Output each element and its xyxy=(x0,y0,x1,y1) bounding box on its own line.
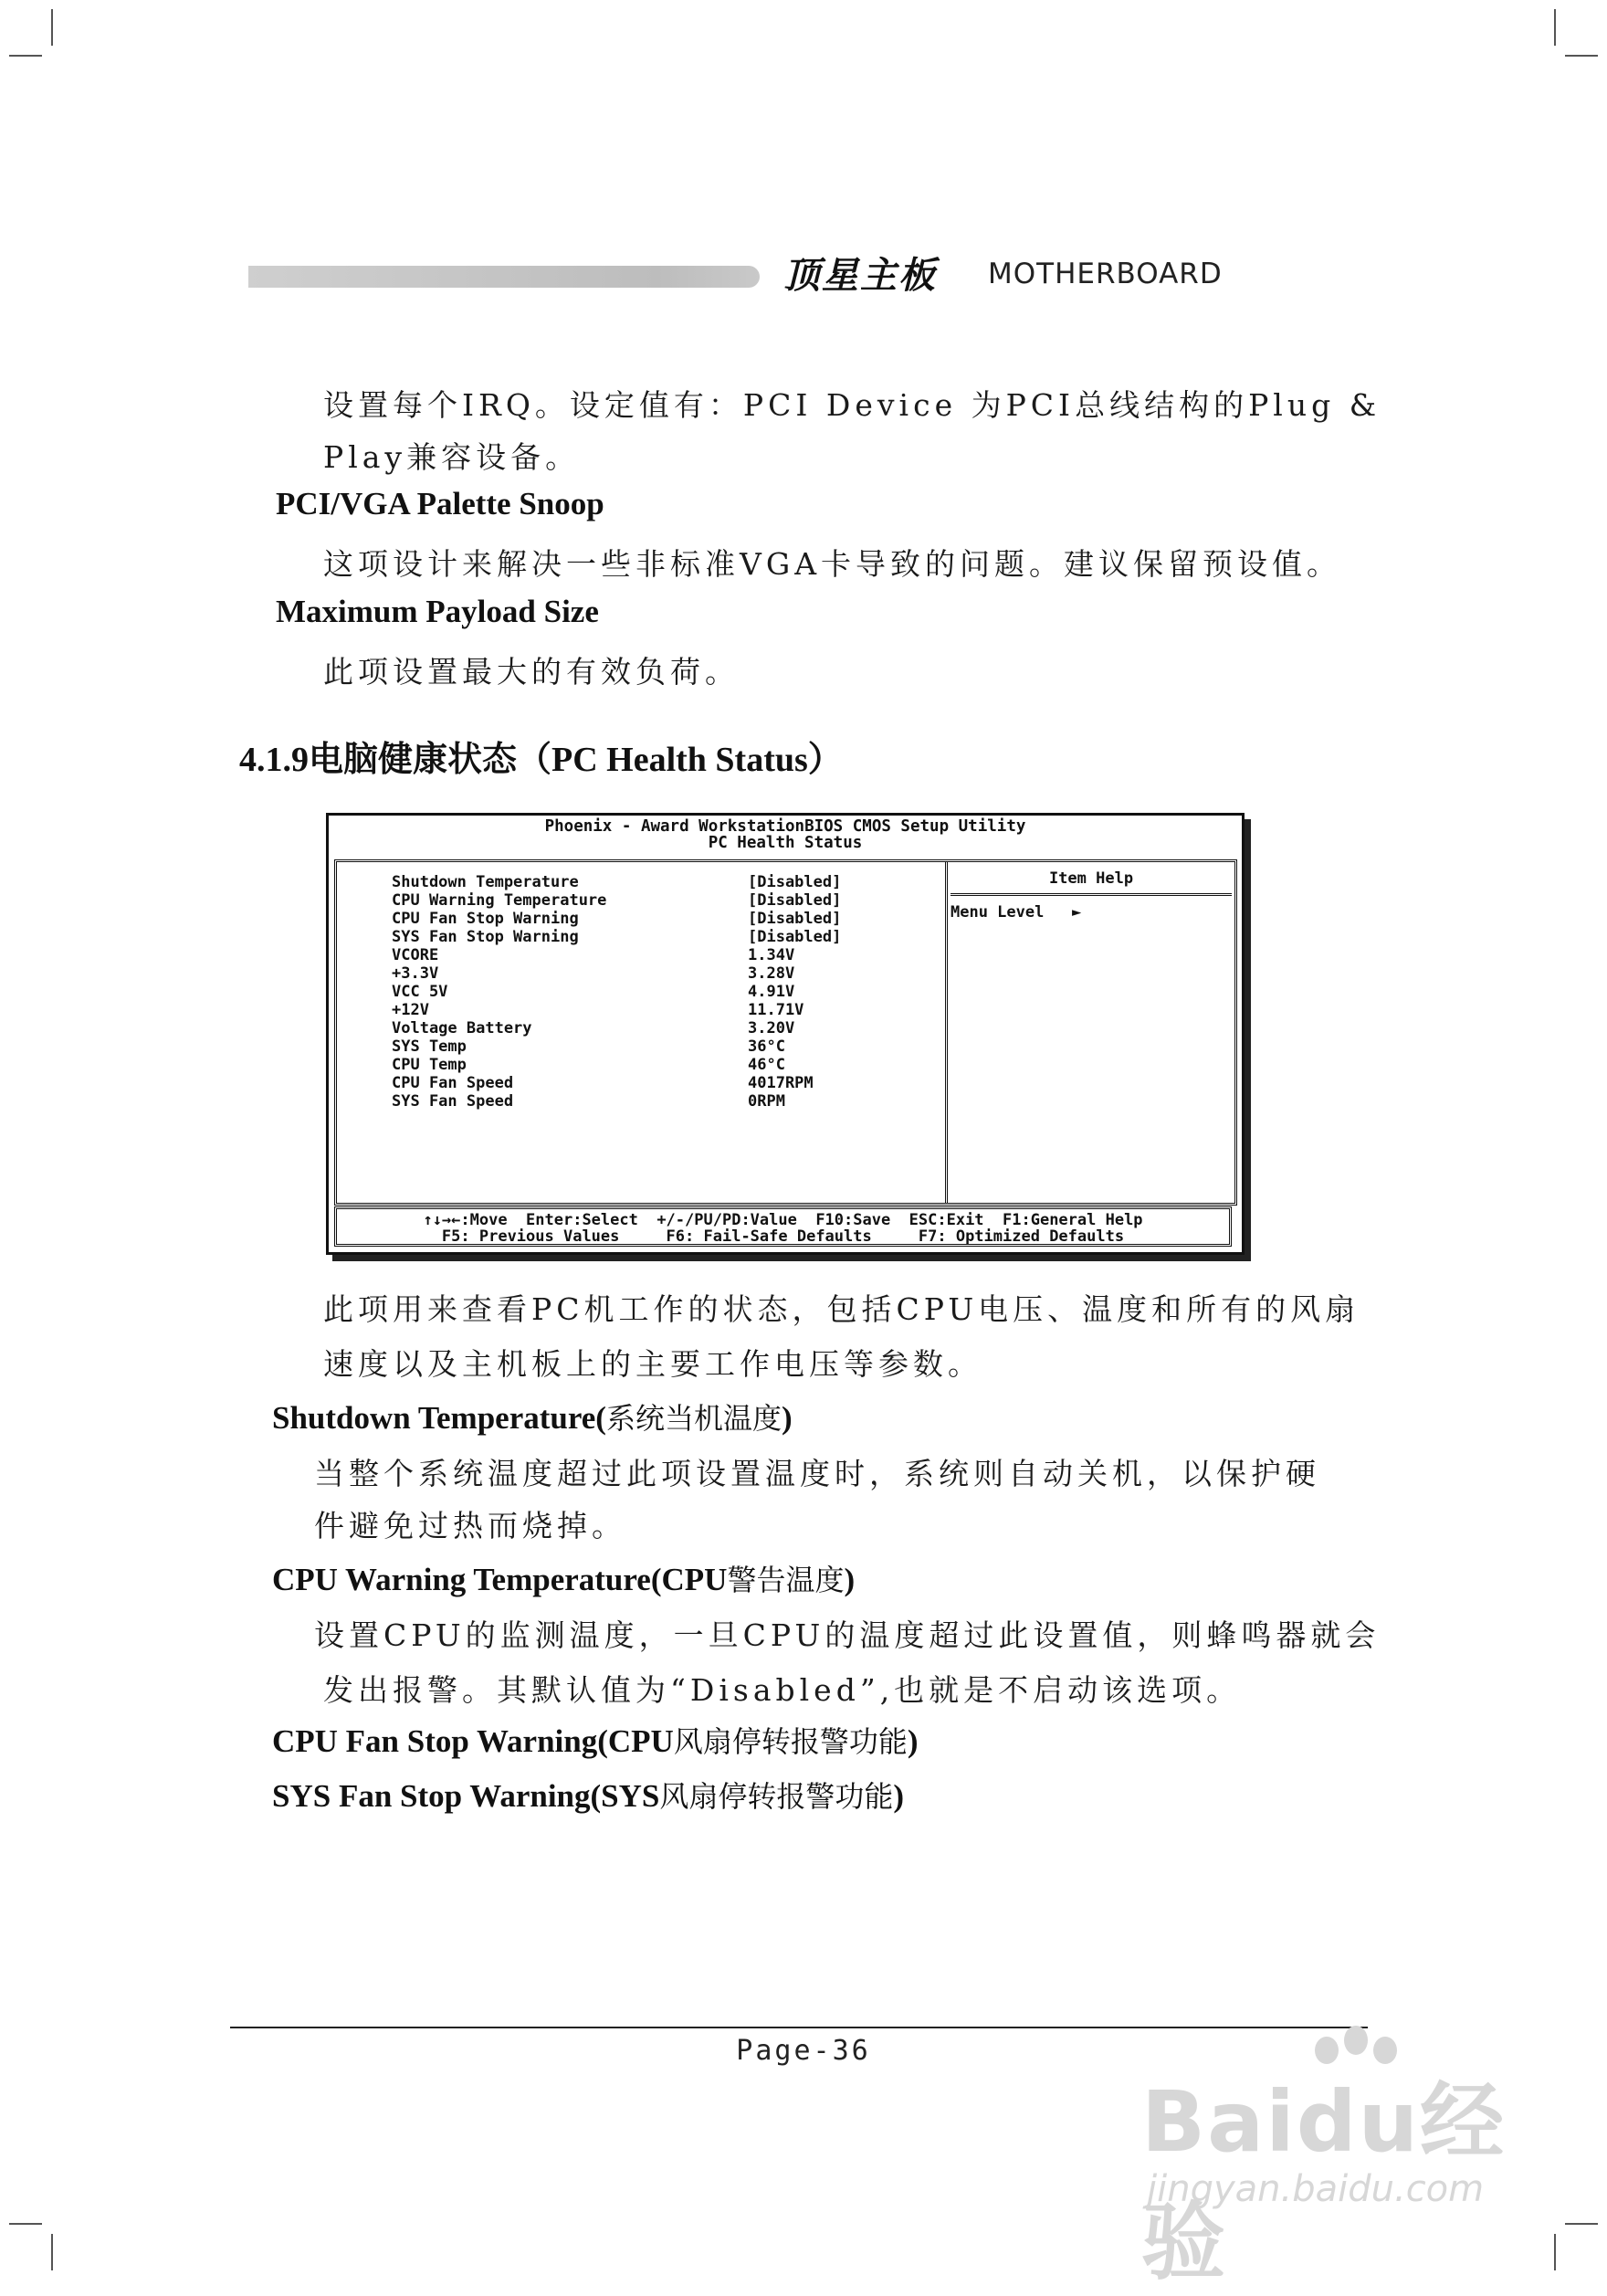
footer-rule xyxy=(230,2027,1368,2028)
bios-row-label: CPU Fan Speed xyxy=(392,1074,514,1092)
heading-maximum-payload-size: Maximum Payload Size xyxy=(276,594,599,629)
bios-row-value: 3.28V xyxy=(748,964,795,983)
heading-end: ) xyxy=(893,1778,905,1814)
bios-row-value: [Disabled] xyxy=(748,891,842,910)
crop-mark xyxy=(1565,55,1598,57)
heading-end: ) xyxy=(907,1723,919,1759)
cpu-warning-desc-line-2: 发出报警。其默认值为“Disabled”,也就是不启动该选项。 xyxy=(323,1672,1242,1708)
bios-row-label: SYS Fan Speed xyxy=(392,1092,514,1111)
key-legend-line-1: ↑↓→←:Move Enter:Select +/-/PU/PD:Value F10:Save ESC:Exit F1:General Help xyxy=(423,1211,1143,1229)
bios-row-label: CPU Fan Stop Warning xyxy=(392,910,579,928)
heading-en: SYS Fan Stop Warning(SYS xyxy=(272,1778,660,1814)
paw-icon xyxy=(1344,2026,1368,2055)
bios-row-value: 4017RPM xyxy=(748,1074,814,1092)
crop-mark xyxy=(9,2223,42,2225)
shutdown-desc-line-2: 件避免过热而烧掉。 xyxy=(314,1508,626,1543)
heading-en: CPU Fan Stop Warning(CPU xyxy=(272,1723,674,1759)
heading-cn: 风扇停转报警功能 xyxy=(673,1724,908,1759)
watermark-logo: Baidu经验 xyxy=(1141,2073,1507,2291)
crop-mark xyxy=(1565,2223,1598,2225)
shutdown-desc-line-1: 当整个系统温度超过此项设置温度时，系统则自动关机，以保护硬 xyxy=(314,1456,1320,1491)
intro-line-2: Play兼容设备。 xyxy=(323,439,581,475)
crop-mark xyxy=(1554,9,1556,46)
item-help-header xyxy=(951,862,1232,896)
crop-mark xyxy=(51,2234,53,2270)
crop-mark xyxy=(51,9,53,46)
bios-row-value: [Disabled] xyxy=(748,928,842,946)
bios-row-value: 46°C xyxy=(748,1056,785,1074)
brand-label: MOTHERBOARD xyxy=(988,258,1223,290)
payload-description: 此项设置最大的有效负荷。 xyxy=(323,654,740,690)
bios-row-value: [Disabled] xyxy=(748,873,842,891)
health-desc-line-1: 此项用来查看PC机工作的状态，包括CPU电压、温度和所有的风扇 xyxy=(323,1291,1360,1327)
bios-subtitle: PC Health Status xyxy=(708,834,863,852)
bios-row-value: 11.71V xyxy=(748,1001,804,1019)
bios-row-value: [Disabled] xyxy=(748,910,842,928)
bios-row-value: 3.20V xyxy=(748,1019,795,1037)
bios-row-label: +12V xyxy=(392,1001,429,1019)
heading-end: ) xyxy=(844,1562,856,1597)
heading-cn: 风扇停转报警功能 xyxy=(659,1779,894,1814)
bios-row-label: CPU Temp xyxy=(392,1056,467,1074)
bios-row-value: 1.34V xyxy=(748,946,795,964)
heading-shutdown-temperature xyxy=(272,1396,793,1438)
bios-row-label: VCC 5V xyxy=(392,983,448,1001)
bios-key-legend xyxy=(334,1206,1232,1247)
baidu-watermark xyxy=(1141,2046,1525,2291)
bios-row-label: SYS Temp xyxy=(392,1037,467,1056)
heading-cpu-warning-temperature xyxy=(272,1557,855,1599)
bios-row-value: 4.91V xyxy=(748,983,795,1001)
heading-en: CPU Warning Temperature(CPU xyxy=(272,1562,728,1597)
bios-row-label: VCORE xyxy=(392,946,439,964)
heading-cpu-fan-stop-warning xyxy=(272,1719,919,1761)
cpu-warning-desc-line-1: 设置CPU的监测温度，一旦CPU的温度超过此设置值，则蜂鸣器就会 xyxy=(314,1617,1381,1653)
bios-row-value: 36°C xyxy=(748,1037,785,1056)
heading-cn: 警告温度 xyxy=(727,1563,845,1597)
bios-row-label: SYS Fan Stop Warning xyxy=(392,928,579,946)
item-help-title: Item Help xyxy=(1048,869,1134,888)
heading-en: Shutdown Temperature( xyxy=(272,1400,606,1436)
crop-mark xyxy=(9,55,42,57)
heading-pci-vga-palette-snoop: PCI/VGA Palette Snoop xyxy=(276,486,604,521)
bios-row-label: Voltage Battery xyxy=(392,1019,532,1037)
watermark-url: jingyan.baidu.com xyxy=(1147,2168,1485,2210)
crop-mark xyxy=(1554,2234,1556,2270)
intro-line-1: 设置每个IRQ。设定值有：PCI Device 为PCI总线结构的Plug & xyxy=(323,387,1381,423)
key-legend-line-2: F5: Previous Values F6: Fail-Safe Defaults F7: Optimized Defaults xyxy=(441,1227,1125,1246)
bios-row-label: +3.3V xyxy=(392,964,439,983)
page-number: Page-36 xyxy=(736,2035,871,2067)
bios-row-value: 0RPM xyxy=(748,1092,785,1111)
heading-end: ) xyxy=(781,1400,793,1436)
bios-row-label: Shutdown Temperature xyxy=(392,873,579,891)
heading-cn: 系统当机温度 xyxy=(605,1401,782,1436)
section-title: 4.1.9电脑健康状态（PC Health Status） xyxy=(239,741,843,779)
health-desc-line-2: 速度以及主机板上的主要工作电压等参数。 xyxy=(323,1346,982,1382)
menu-level-text: Menu Level ► xyxy=(951,903,1082,922)
bios-title: Phoenix - Award WorkstationBIOS CMOS Setup Utility xyxy=(544,817,1026,836)
header-bar xyxy=(248,266,760,288)
pci-vga-description: 这项设计来解决一些非标准VGA卡导致的问题。建议保留预设值。 xyxy=(323,546,1342,582)
brand-logo-cn: 顶星主板 xyxy=(783,255,937,297)
bios-main-panel xyxy=(334,859,1237,1206)
bios-row-label: CPU Warning Temperature xyxy=(392,891,607,910)
bios-screen xyxy=(326,813,1245,1255)
heading-sys-fan-stop-warning xyxy=(272,1774,904,1816)
